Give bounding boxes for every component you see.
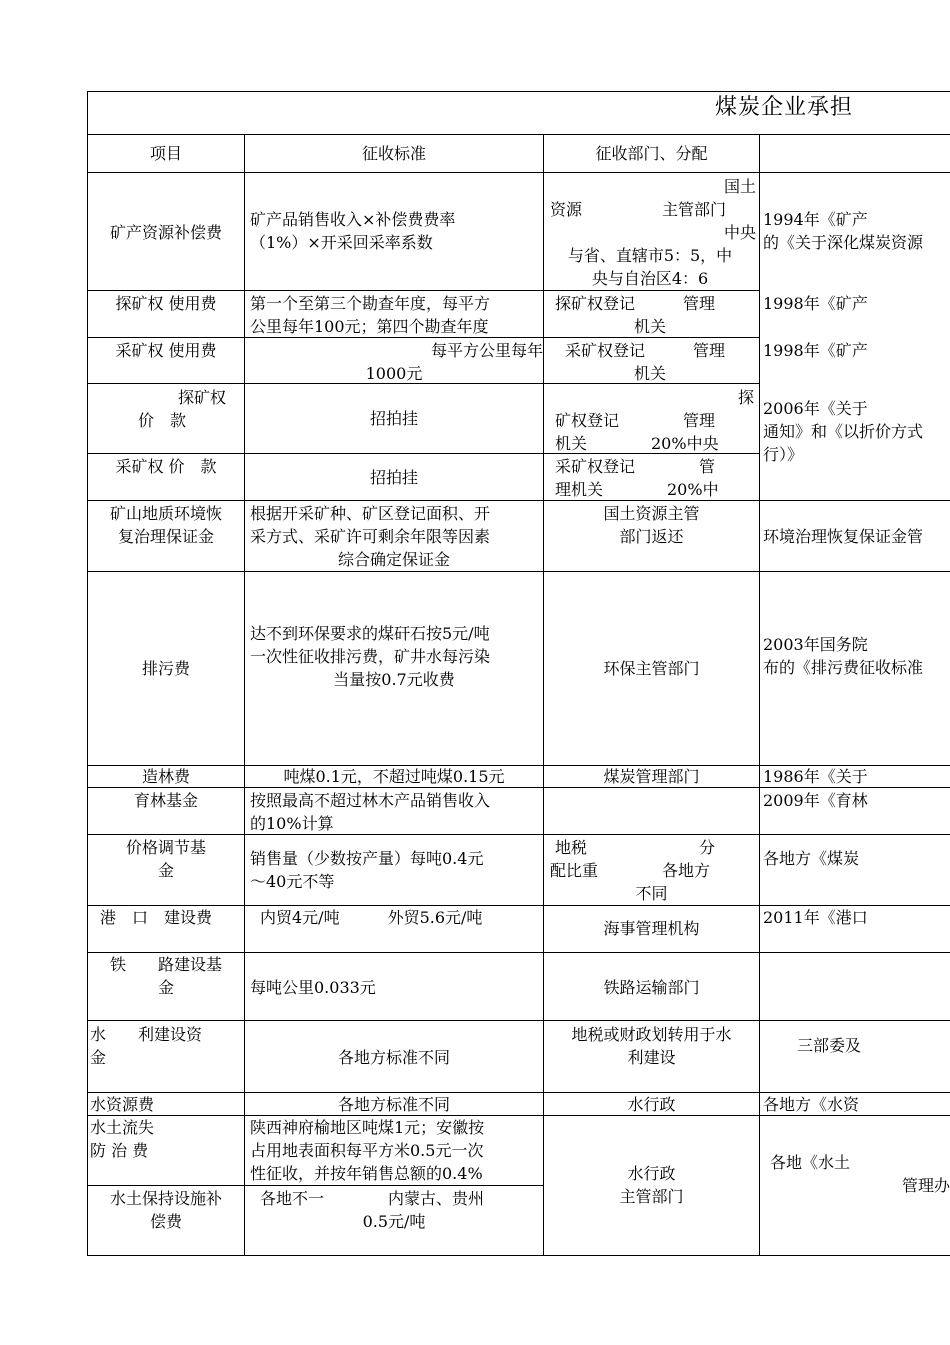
item-cell: 价格调节基 金 [125, 838, 206, 880]
standard-cell: 每平方公里每年 [430, 341, 543, 360]
item-cell: 采矿权 价 款 [115, 457, 217, 476]
standard-cell: 根据开采矿种、矿区登记面积、开 采方式、采矿许可剩余年限等因素 [250, 504, 491, 546]
department-cell: 环保主管部门 [603, 659, 700, 678]
item-cell: 排污费 [141, 659, 190, 678]
basis-cell: 1994年《矿产 [763, 210, 868, 229]
department-cell: 地税或财政划转用于水 利建设 [571, 1025, 732, 1067]
department-cell: 地税 分 [555, 838, 716, 857]
column-divider [244, 134, 245, 1256]
page-title: 煤炭企业承担 [715, 95, 854, 120]
standard-cell: 0.5元/吨 [362, 1212, 426, 1231]
department-cell: 配比重 各地方 [550, 861, 711, 880]
standard-cell: 1000元 [365, 364, 423, 383]
standard-cell: 第一个至第三个勘查年度，每平方 公里每年100元；第四个勘查年度 [250, 294, 491, 336]
basis-cell: 管理办 [902, 1176, 950, 1195]
basis-cell: 2006年《关于 通知》和《以折价方式 行）》 [763, 399, 924, 464]
basis-cell: 2011年《港口 [763, 908, 868, 927]
item-cell: 水 利建设资 金 [90, 1025, 203, 1067]
title-row-bottom [87, 134, 950, 135]
basis-cell: 2003年国务院 布的《排污费征收标准 [763, 635, 924, 677]
standard-cell: 达不到环保要求的煤矸石按5元/吨 一次性征收排污费，矿井水每污染 [250, 624, 491, 666]
department-cell: 央与自治区4：6 [591, 269, 709, 288]
basis-cell: 各地方《煤炭 [763, 849, 860, 868]
department-cell: 水行政 [627, 1095, 676, 1114]
department-cell: 采矿权登记 管理 [565, 341, 726, 360]
standard-cell: 各地方标准不同 [337, 1095, 450, 1114]
item-cell: 港 口 建设费 [100, 908, 213, 927]
department-cell: 矿权登记 管理 [555, 411, 716, 430]
basis-cell: 环境治理恢复保证金管 [763, 527, 924, 546]
standard-cell: 招拍挂 [369, 409, 418, 428]
department-cell: 煤炭管理部门 [603, 767, 700, 786]
header-standard: 征收标准 [361, 144, 426, 163]
item-cell: 矿山地质环境恢 复治理保证金 [109, 504, 222, 546]
department-cell: 机关 [633, 317, 666, 336]
standard-cell: 内贸4元/吨 外贸5.6元/吨 [260, 908, 483, 927]
row-divider [87, 1020, 950, 1021]
item-cell: 探矿权 使用费 [115, 294, 217, 313]
department-cell: 不同 [635, 884, 668, 903]
item-cell: 水资源费 [90, 1095, 155, 1114]
row-divider [87, 500, 950, 501]
basis-cell: 2009年《育林 [763, 791, 868, 810]
department-cell: 理机关 20%中 [555, 480, 719, 499]
item-cell: 探矿权 [178, 388, 227, 407]
standard-cell: 按照最高不超过林木产品销售收入 的10%计算 [250, 791, 491, 833]
row-divider [87, 571, 950, 572]
department-cell: 中央 [723, 223, 756, 242]
standard-cell: 综合确定保证金 [337, 550, 450, 569]
basis-cell: 1986年《关于 [763, 767, 868, 786]
header-row-bottom [87, 172, 950, 173]
header-department: 征收部门、分配 [595, 144, 708, 163]
standard-cell: 各地不一 内蒙古、贵州 [260, 1189, 485, 1208]
standard-cell: 各地方标准不同 [337, 1048, 450, 1067]
department-cell: 机关 [633, 364, 666, 383]
standard-cell: 矿产品销售收入×补偿费费率 （1%）×开采回采率系数 [250, 210, 456, 252]
basis-cell: 的《关于深化煤炭资源 [763, 233, 924, 252]
table-border-bottom [87, 1255, 950, 1256]
column-divider [759, 134, 760, 1256]
basis-cell: 1998年《矿产 [763, 294, 868, 313]
standard-cell: 招拍挂 [369, 468, 418, 487]
department-cell: 海事管理机构 [603, 919, 700, 938]
basis-cell: 三部委及 [797, 1036, 862, 1055]
item-cell: 水土流失 防 治 费 [90, 1118, 155, 1160]
table-border-top [87, 91, 950, 92]
department-cell: 与省、直辖市5：5，中 [567, 246, 733, 265]
item-cell: 造林费 [141, 767, 190, 786]
department-cell: 国土资源主管 部门返还 [603, 504, 700, 546]
item-cell: 育林基金 [133, 791, 198, 810]
department-cell: 探 [737, 388, 754, 407]
department-cell: 资源 主管部门 [550, 200, 727, 219]
column-divider [543, 134, 544, 1256]
item-cell: 铁 路建设基 金 [109, 955, 222, 997]
item-cell: 价 款 [138, 411, 187, 430]
basis-cell: 1998年《矿产 [763, 341, 868, 360]
department-cell: 机关 20%中央 [555, 434, 719, 453]
standard-cell: 吨煤0.1元，不超过吨煤0.15元 [283, 767, 505, 786]
basis-cell: 各地方《水资 [763, 1095, 860, 1114]
department-cell: 水行政 主管部门 [619, 1164, 684, 1206]
basis-cell: 各地《水土 [770, 1153, 851, 1172]
item-cell: 水土保持设施补 偿费 [109, 1189, 222, 1231]
row-divider [87, 834, 950, 835]
department-cell: 探矿权登记 管理 [555, 294, 716, 313]
item-cell: 矿产资源补偿费 [109, 223, 222, 242]
item-cell: 采矿权 使用费 [115, 341, 217, 360]
standard-cell: 每吨公里0.033元 [250, 978, 376, 997]
row-divider [87, 290, 760, 291]
department-cell: 国土 [723, 177, 756, 196]
department-cell: 采矿权登记 管 [555, 457, 716, 476]
row-divider [87, 1185, 543, 1186]
department-cell: 铁路运输部门 [603, 978, 700, 997]
header-item: 项目 [149, 144, 182, 163]
standard-cell: 当量按0.7元收费 [333, 670, 455, 689]
standard-cell: 销售量（少数按产量）每吨0.4元 ～40元不等 [250, 849, 484, 891]
standard-cell: 陕西神府榆地区吨煤1元；安徽按 占用地表面积每平方米0.5元一次 性征收，并按年销售总额的0.4% [250, 1118, 485, 1183]
